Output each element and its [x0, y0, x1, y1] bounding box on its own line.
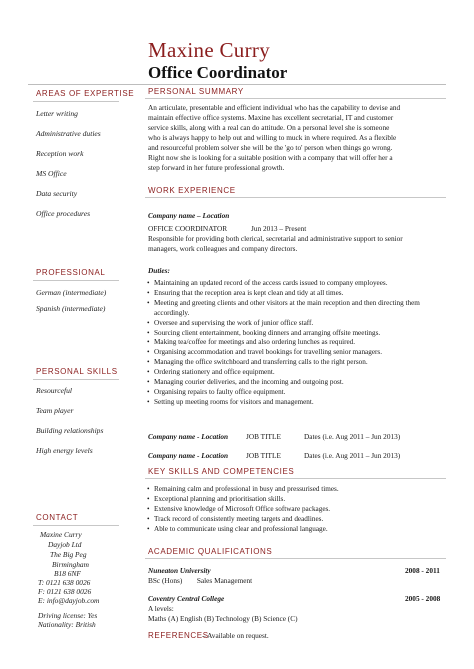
key-skills-heading: KEY SKILLS AND COMPETENCIES [148, 467, 295, 476]
previous-company: Company name - Location [148, 432, 229, 441]
expertise-item: MS Office [36, 169, 67, 178]
expertise-heading: AREAS OF EXPERTISE [36, 89, 135, 98]
company-location: Company name – Location [148, 211, 230, 220]
education-heading: ACADEMIC QUALIFICATIONS [148, 547, 273, 556]
previous-dates: Dates (i.e. Aug 2011 – Jun 2013) [304, 432, 401, 441]
personal-skill-item: Building relationships [36, 426, 104, 435]
role-description-line: managers, work colleagues and company directors. [148, 244, 298, 253]
experience-heading: WORK EXPERIENCE [148, 186, 236, 195]
school-name: Nuneaton University [148, 566, 211, 575]
personal-skills-heading: PERSONAL SKILLS [36, 367, 118, 376]
skill-item: • Able to communicate using clear and professional language. [146, 524, 448, 534]
duty-item: • Sourcing client entertainment, booking dinners and arranging offsite meetings. [146, 329, 448, 339]
school-years: 2008 - 2011 [405, 566, 440, 575]
skill-item: • Extensive knowledge of Microsoft Office software packages. [146, 504, 448, 514]
summary-divider [145, 98, 446, 99]
key-skills-list [146, 484, 448, 534]
header-divider [28, 84, 446, 85]
duty-item: • Maintaining an updated record of the access cards issued to company employees. [146, 279, 448, 289]
expertise-item: Letter writing [36, 109, 78, 118]
skill-item: • Track record of consistently meeting targets and deadlines. [146, 514, 448, 524]
expertise-item: Reception work [36, 149, 84, 158]
duty-item: • Ensuring that the reception area is kept clean and tidy at all times. [146, 289, 448, 299]
previous-dates: Dates (i.e. Aug 2011 – Jun 2013) [304, 451, 401, 460]
duty-item: • Oversee and supervising the work of junior office staff. [146, 319, 448, 329]
contact-phone: T: 0121 638 0026 [38, 578, 91, 587]
school-years: 2005 - 2008 [405, 594, 441, 603]
contact-name: Maxine Curry [40, 530, 82, 539]
role-dates: Jun 2013 – Present [251, 224, 307, 233]
summary-line: service skills, along with a real can do attitude. On a personal level she is someone [148, 123, 390, 132]
language-item: German (intermediate) [36, 288, 107, 297]
summary-line: maintain effective office systems. Maxine has excellent secretarial, IT and customer [148, 113, 394, 122]
duty-item: • Organising repairs to faulty office equipment. [146, 388, 448, 398]
contact-email: E: info@dayjob.com [38, 596, 100, 605]
contact-address-line: The Big Peg [50, 550, 87, 559]
duties-heading: Duties: [148, 266, 170, 275]
duty-item: • Ordering stationery and office equipment. [146, 368, 448, 378]
contact-divider [33, 525, 119, 526]
contact-postcode: B18 6NF [54, 569, 81, 578]
previous-company: Company name - Location [148, 451, 229, 460]
professional-heading: PROFESSIONAL [36, 268, 106, 277]
job-title: Office Coordinator [148, 63, 288, 82]
personal-skills-divider [33, 379, 119, 380]
summary-line: An articulate, presentable and efficient individual who has the capability to devise and [148, 103, 401, 112]
school-name: Coventry Central College [148, 594, 225, 603]
driving-license: Driving license: Yes [38, 611, 98, 620]
professional-divider [33, 280, 119, 281]
duty-item: • Making tea/coffee for meetings and also ordering lunches as required. [146, 338, 448, 348]
personal-skill-item: Team player [36, 406, 74, 415]
personal-skill-item: Resourceful [36, 386, 72, 395]
summary-line: and resourceful problem solver she will be the 'go to' person when things go wrong. [148, 143, 393, 152]
role-description-line: Responsible for providing both clerical, secretarial and administrative support to senior [148, 234, 403, 243]
qualification-line: Maths (A) English (B) Technology (B) Science (C) [148, 614, 298, 623]
contact-company: Dayjob Ltd [48, 540, 82, 549]
contact-fax: F: 0121 638 0026 [38, 587, 92, 596]
references-text: – Available on request. [202, 631, 269, 640]
previous-job-title: JOB TITLE [246, 451, 281, 460]
summary-line: Right now she is looking for a suitable position with a company that will offer her a [148, 153, 393, 162]
duties-list [146, 279, 448, 408]
summary-line: step forward in her future professional growth. [148, 163, 285, 172]
summary-heading: PERSONAL SUMMARY [148, 87, 244, 96]
key-skills-divider [145, 478, 446, 479]
duty-item: • Managing courier deliveries, and the incoming and outgoing post. [146, 378, 448, 388]
qualification-line: A levels: [148, 604, 174, 613]
contact-heading: CONTACT [36, 513, 79, 522]
duty-item: • Meeting and greeting clients and other visitors at the main reception and then directing them accordingly. [146, 299, 448, 319]
duty-item: • Setting up meeting rooms for visitors and management. [146, 398, 448, 408]
personal-skill-item: High energy levels [36, 446, 93, 455]
candidate-name: Maxine Curry [148, 38, 270, 62]
duty-item: • Managing the office switchboard and transferring calls to the right person. [146, 358, 448, 368]
contact-city: Birmingham [52, 560, 89, 569]
role-title: OFFICE COORDINATOR [148, 224, 228, 233]
role-description [148, 234, 448, 254]
expertise-item: Data security [36, 189, 78, 198]
degree-line: BSc (Hons) Sales Management [148, 576, 253, 585]
summary-line: who is always happy to help out and willing to muck in where required. As a flexible [148, 133, 397, 142]
summary-text [148, 103, 448, 173]
previous-job-title: JOB TITLE [246, 432, 281, 441]
expertise-item: Office procedures [36, 209, 91, 218]
experience-divider [145, 197, 446, 198]
education-divider [145, 558, 446, 559]
expertise-divider [33, 101, 119, 102]
duty-item: • Organising accommodation and travel bookings for travelling senior managers. [146, 348, 448, 358]
language-item: Spanish (intermediate) [36, 304, 106, 313]
skill-item: • Exceptional planning and prioritisation skills. [146, 494, 448, 504]
references-heading: REFERENCES [148, 631, 209, 640]
nationality: Nationality: British [38, 620, 96, 629]
skill-item: • Remaining calm and professional in busy and pressurised times. [146, 484, 448, 494]
expertise-item: Administrative duties [36, 129, 101, 138]
